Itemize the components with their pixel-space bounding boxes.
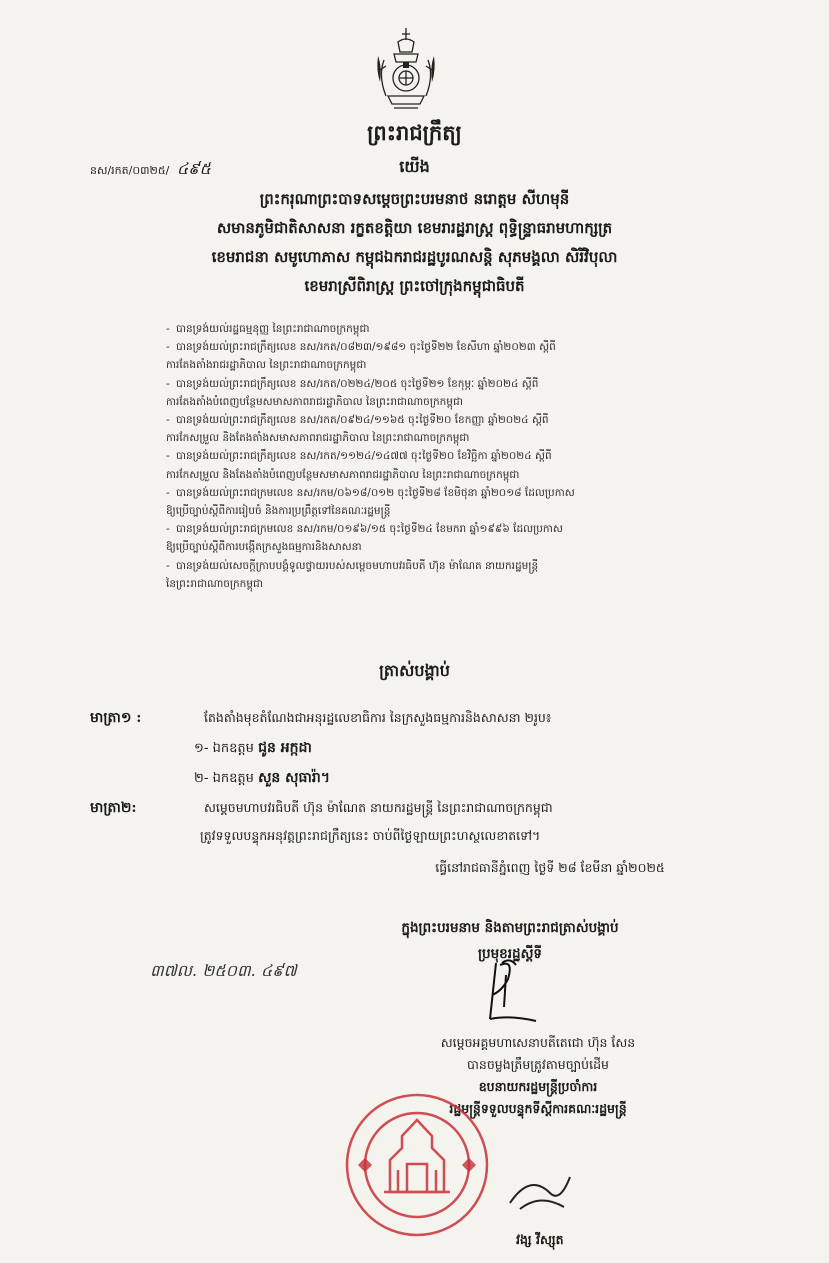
reference-item: - បានទ្រង់យល់ព្រះរាជក្រឹត្យលេខ នស/រកត/០៩២៤/១១៦៥ ចុះថ្ងៃទី២០ ខែកញ្ញា ឆ្នាំ២០២៤ ស្តីពី ការកែសម្រួល និងតែងតាំងសមាសភាពរាជរដ្ឋាភិបាល នៃព្រះរាជាណាចក្រកម្ពុជា bbox=[166, 414, 549, 445]
reference-item: - បានទ្រង់យល់ព្រះរាជក្រឹត្យលេខ នស/រកត/០៨២៣/១៩៨១ ចុះថ្ងៃទី២២ ខែសីហា ឆ្នាំ២០២៣ ស្តីពី ការតែងតាំងរាជរដ្ឋាភិបាល នៃព្រះរាជាណាចក្រកម្ពុជា bbox=[166, 341, 556, 372]
king-title-line: ព្រះករុណាព្រះបាទសម្តេចព្រះបរមនាថ នរោត្តម សីហមុនី bbox=[259, 190, 570, 208]
article-2-continued bbox=[200, 828, 540, 847]
article-1-text: តែងតាំងមុខតំណែងជាអនុរដ្ឋលេខាធិការ នៃក្រសួងធម្មការនិងសាសនា ២រូប៖ bbox=[203, 710, 552, 725]
sub-signer-name: វង្ស វីស្សុត bbox=[516, 1232, 564, 1247]
reference-item: - បានទ្រង់យល់ព្រះរាជក្រមលេខ នស/រកម/០១៩៦/១៥ ចុះថ្ងៃទី២៤ ខែមករា ឆ្នាំ១៩៩៦ ដែលប្រកាស ឱ្យប្រើច្បាប់ស្តីពីការបង្កើតក្រសួងធម្មការនិងសាសនា bbox=[166, 523, 563, 554]
appointee-1: ១- ឯកឧត្តម ជូន អក្កដា bbox=[194, 740, 312, 756]
handwritten-note: ៣៧ល. ២៥០៣. ៤៩៧ bbox=[150, 961, 297, 980]
article-2-line2: ត្រូវទទួលបន្ទុកអនុវត្តព្រះរាជក្រឹត្យនេះ ចាប់ពីថ្ងៃឡាយព្រះហស្ថលេខាតទៅ។ bbox=[200, 828, 541, 843]
document-title: ព្រះរាជក្រឹត្យ bbox=[367, 120, 462, 145]
order-heading: ត្រាស់បង្គាប់ bbox=[379, 661, 450, 680]
king-title-line: ខេមរាជនា សមូហោភាស កម្ពុជឯករាជរដ្ឋបូរណសន្តិ សុភមង្គលា សិរីវិបុលា bbox=[211, 248, 618, 266]
references-list bbox=[166, 320, 711, 593]
article-1 bbox=[90, 708, 551, 729]
official-stamp-icon bbox=[342, 1090, 492, 1240]
article-2 bbox=[90, 798, 553, 819]
royal-crest-icon bbox=[372, 26, 440, 114]
document-number-prefix: នស/រកត/០៣២៥/ bbox=[90, 164, 170, 177]
article-1-label: មាត្រា១ : bbox=[90, 710, 142, 726]
king-title-line: សមានភូមិជាតិសាសនា រក្ខតខត្តិយា ខេមរារដ្ឋរាស្ត្រ ពុទ្ធិន្ទ្រាធរាមហាក្សត្រ bbox=[216, 219, 613, 237]
certified-copy-line: បានចម្លងត្រឹមត្រូវតាមច្បាប់ដើម bbox=[467, 1057, 609, 1072]
reference-item: - បានទ្រង់យល់ព្រះរាជក្រឹត្យលេខ នស/រកត/០២២៤/២០៥ ចុះថ្ងៃទី២១ ខែកុម្ភៈ ឆ្នាំ២០២៤ ស្តីពី ការតែងតាំងបំពេញបន្ថែមសមាសភាពរាជរដ្ឋាភិបាល នៃព្រះរាជាណាចក្រកម្ពុជា bbox=[166, 377, 539, 408]
appointee-2-name: សួន សុធារ៉ា។ bbox=[258, 770, 330, 786]
reference-item: - បានទ្រង់យល់ព្រះរាជក្រមលេខ នស/រកម/០៦១៨/០១២ ចុះថ្ងៃទី២៨ ខែមិថុនា ឆ្នាំ២០១៨ ដែលប្រកាស ឱ្យប្រើច្បាប់ស្តីពីការរៀបចំ និងការប្រព្រឹត្តទៅនៃគណៈរដ្ឋមន្ត្រី bbox=[166, 486, 575, 518]
reference-item: - បានទ្រង់យល់សេចក្តីក្រាបបង្គំទូលថ្វាយរបស់សម្តេចមហាបវរធិបតី ហ៊ុន ម៉ាណែត នាយករដ្ឋមន្ត្រី នៃព្រះរាជាណាចក្រកម្ពុជា bbox=[166, 559, 539, 590]
we-heading: យើង bbox=[399, 157, 430, 176]
signature-icon bbox=[480, 955, 550, 1027]
king-titles bbox=[60, 185, 769, 301]
appointee-1-name: ជូន អក្កដា bbox=[258, 740, 312, 756]
appointee-2: ២- ឯកឧត្តម សួន សុធារ៉ា។ bbox=[194, 770, 330, 786]
document-number-handwritten: ៤៩៥ bbox=[176, 159, 211, 178]
signer-name: សម្តេចអគ្គមហាសេនាបតីតេជោ ហ៊ុន សែន bbox=[440, 1035, 636, 1050]
signer-title-2: រដ្ឋមន្ត្រីទទួលបន្ទុកទីស្តីការគណៈរដ្ឋមន្ត្រី bbox=[449, 1101, 627, 1116]
authority-line: ក្នុងព្រះបរមនាម និងតាមព្រះរាជត្រាស់បង្គាប់ ប្រមុខរដ្ឋស្តីទី bbox=[401, 920, 619, 962]
king-title-line: ខេមរាស្រីពិរាស្ត្រ ព្រះចៅក្រុងកម្ពុជាធិបតី bbox=[304, 277, 525, 295]
signer-title-1: ឧបនាយករដ្ឋមន្ត្រីប្រចាំការ bbox=[478, 1079, 598, 1094]
article-2-label: មាត្រា២: bbox=[90, 800, 137, 816]
date-line: ធ្វើនៅរាជធានីភ្នំពេញ ថ្ងៃទី ២៨ ខែមីនា ឆ្នាំ២០២៥ bbox=[435, 860, 665, 875]
initial-mark-icon bbox=[500, 1163, 580, 1219]
reference-item: - បានទ្រង់យល់រដ្ឋធម្មនុញ្ញ នៃព្រះរាជាណាចក្រកម្ពុជា bbox=[166, 323, 370, 335]
article-2-line1: សម្តេចមហាបវរធិបតី ហ៊ុន ម៉ាណែត នាយករដ្ឋមន្ត្រី នៃព្រះរាជាណាចក្រកម្ពុជា bbox=[203, 800, 553, 815]
reference-item: - បានទ្រង់យល់ព្រះរាជក្រឹត្យលេខ នស/រកត/១១២៤/១៤៧៧ ចុះថ្ងៃទី២០ ខែវិច្ឆិកា ឆ្នាំ២០២៤ ស្តីពី ការកែសម្រួល និងតែងតាំងបំពេញបន្ថែមសមាសភាពរាជរដ្ឋាភិបាល នៃព្រះរាជាណាចក្រកម្ពុជា bbox=[166, 450, 552, 481]
